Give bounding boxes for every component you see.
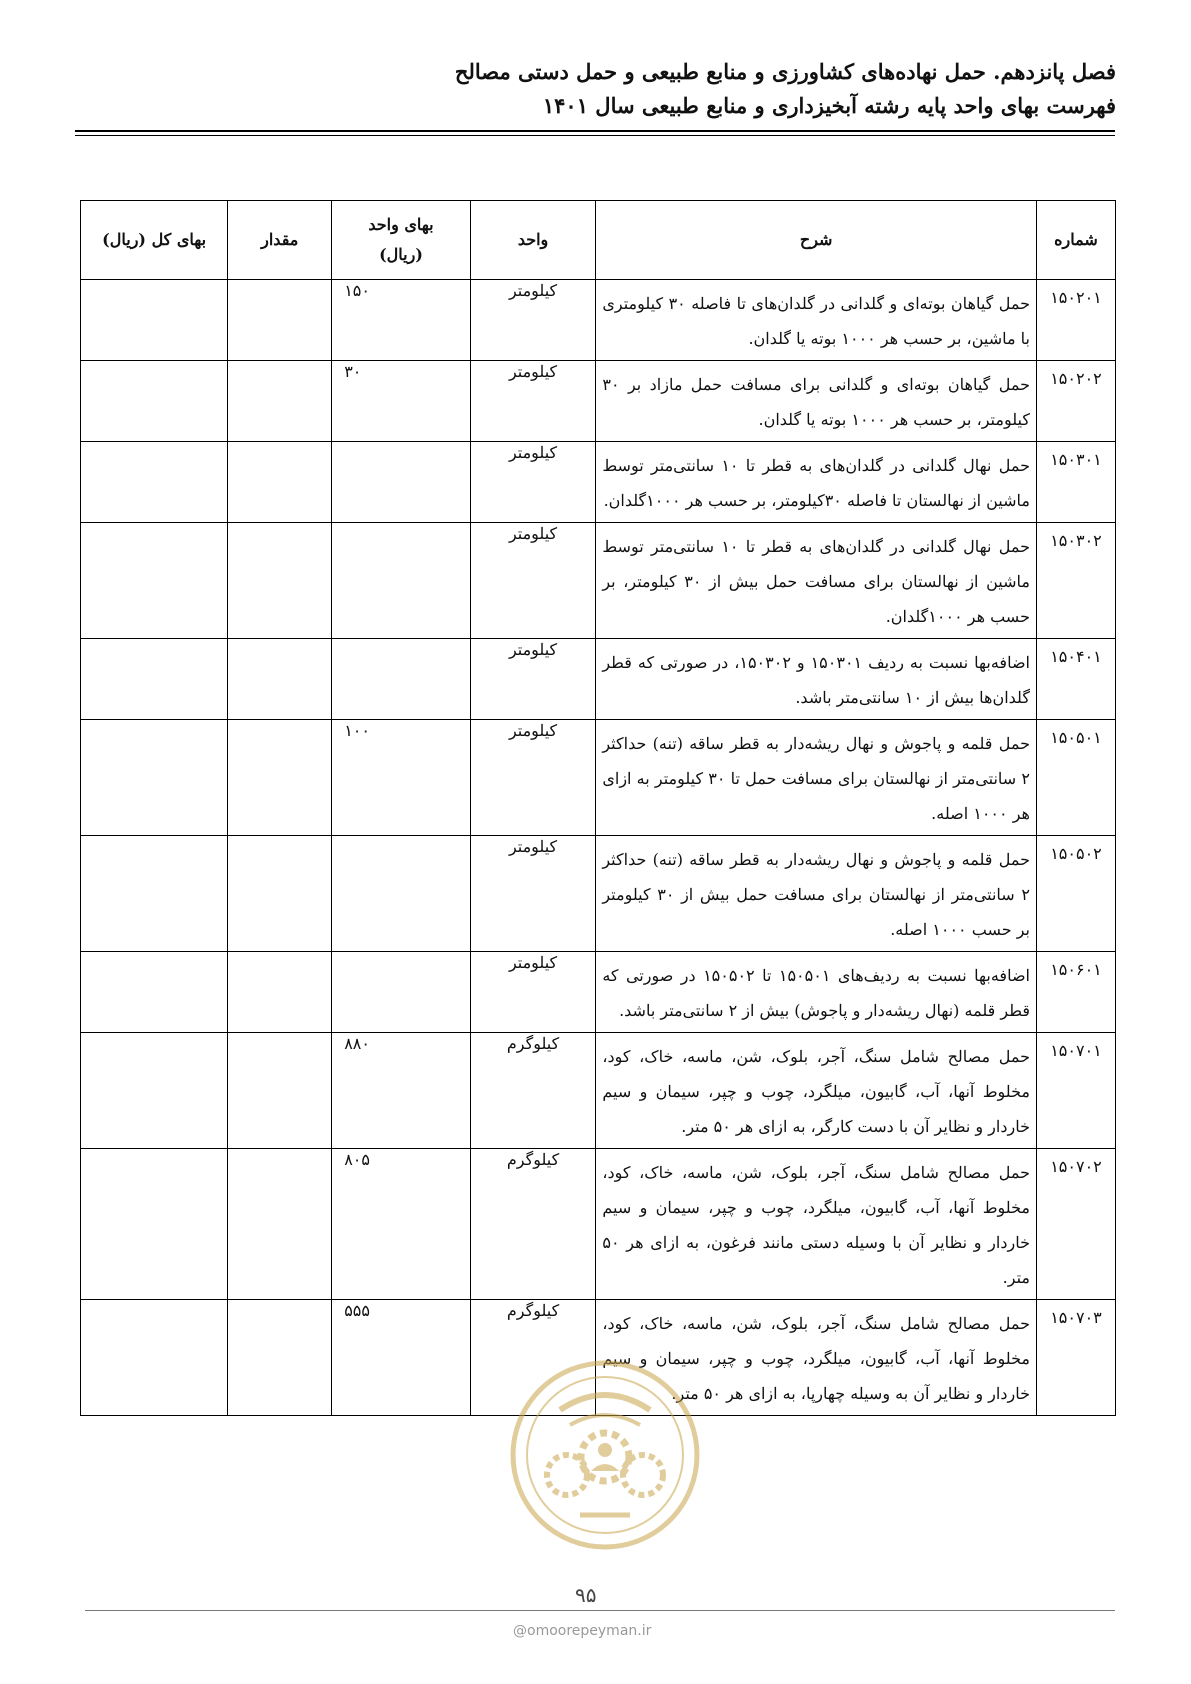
header-rule-thin [75, 135, 1115, 136]
row-quantity [228, 1033, 332, 1149]
row-code: ۱۵۰۲۰۱ [1036, 280, 1115, 361]
row-total-price [81, 720, 228, 836]
row-description: حمل گیاهان بوته‌ای و گلدانی در گلدان‌های تا فاصله ۳۰ کیلومتری با ماشین، بر حسب هر ۱۰۰۰ بوته یا گلدان. [596, 280, 1037, 361]
row-unit: کیلومتر [470, 720, 596, 836]
table-row [81, 836, 1116, 952]
table-row [81, 1149, 1116, 1300]
row-quantity [228, 523, 332, 639]
table-row [81, 639, 1116, 720]
website-watermark: @omoorepeyman.ir [513, 1623, 652, 1639]
row-total-price [81, 523, 228, 639]
table-row [81, 361, 1116, 442]
header-unit: واحد [470, 201, 596, 280]
row-description: حمل نهال گلدانی در گلدان‌های به قطر تا ۱۰ سانتی‌متر توسط ماشین از نهالستان تا فاصله ۳۰کیلومتر، بر حسب هر ۱۰۰۰گلدان. [596, 442, 1037, 523]
row-unit-price [332, 639, 471, 720]
row-description: اضافه‌بها نسبت به ردیف‌های ۱۵۰۵۰۱ تا ۱۵۰۵۰۲ در صورتی که قطر قلمه (نهال ریشه‌دار و پاجوش) بیش از ۲ سانتی‌متر باشد. [596, 952, 1037, 1033]
table-row [81, 952, 1116, 1033]
document-title: فهرست بهای واحد پایه رشته آبخیزداری و منابع طبیعی سال ۱۴۰۱ [542, 93, 1116, 118]
row-description: اضافه‌بها نسبت به ردیف ۱۵۰۳۰۱ و ۱۵۰۳۰۲، در صورتی که قطر گلدان‌ها بیش از ۱۰ سانتی‌متر باشد. [596, 639, 1037, 720]
row-quantity [228, 952, 332, 1033]
page-number: ۹۵ [575, 1583, 597, 1607]
row-total-price [81, 361, 228, 442]
row-code: ۱۵۰۷۰۳ [1036, 1300, 1115, 1416]
row-quantity [228, 280, 332, 361]
header-total-price: بهای کل (ریال) [81, 201, 228, 280]
row-total-price [81, 836, 228, 952]
row-unit: کیلومتر [470, 523, 596, 639]
row-unit: کیلومتر [470, 639, 596, 720]
row-unit-price: ۸۸۰ [332, 1033, 471, 1149]
row-quantity [228, 442, 332, 523]
row-description: حمل مصالح شامل سنگ، آجر، بلوک، شن، ماسه، خاک، کود، مخلوط آنها، آب، گابیون، میلگرد، چوب و چپر، سیمان و سیم خاردار و نظایر آن با وسیله دستی مانند فرغون، به ازای هر ۵۰ متر. [596, 1149, 1037, 1300]
table-row [81, 720, 1116, 836]
row-unit: کیلومتر [470, 836, 596, 952]
row-code: ۱۵۰۳۰۱ [1036, 442, 1115, 523]
header-unit-price-line1: بهای واحد [368, 215, 434, 234]
row-code: ۱۵۰۶۰۱ [1036, 952, 1115, 1033]
row-description: حمل قلمه و پاجوش و نهال ریشه‌دار به قطر ساقه (تنه) حداکثر ۲ سانتی‌متر از نهالستان برای مسافت حمل تا ۳۰ کیلومتر به ازای هر ۱۰۰۰ اصله. [596, 720, 1037, 836]
row-unit: کیلومتر [470, 361, 596, 442]
table-row [81, 280, 1116, 361]
header-unit-price-line2: (ریال) [379, 245, 423, 264]
table-header-row [81, 201, 1116, 280]
row-total-price [81, 1300, 228, 1416]
chapter-title: فصل پانزدهم. حمل نهاده‌های کشاورزی و منابع طبیعی و حمل دستی مصالح [454, 59, 1116, 84]
row-unit: کیلوگرم [470, 1149, 596, 1300]
row-total-price [81, 1149, 228, 1300]
row-unit: کیلومتر [470, 280, 596, 361]
row-total-price [81, 280, 228, 361]
row-code: ۱۵۰۳۰۲ [1036, 523, 1115, 639]
row-description: حمل گیاهان بوته‌ای و گلدانی برای مسافت حمل مازاد بر ۳۰ کیلومتر، بر حسب هر ۱۰۰۰ بوته یا گلدان. [596, 361, 1037, 442]
row-quantity [228, 361, 332, 442]
row-description: حمل قلمه و پاجوش و نهال ریشه‌دار به قطر ساقه (تنه) حداکثر ۲ سانتی‌متر از نهالستان برای مسافت حمل بیش از ۳۰ کیلومتر بر حسب ۱۰۰۰ اصله. [596, 836, 1037, 952]
table-row [81, 1033, 1116, 1149]
row-code: ۱۵۰۷۰۲ [1036, 1149, 1115, 1300]
row-quantity [228, 1300, 332, 1416]
row-total-price [81, 1033, 228, 1149]
header-unit-price [332, 201, 471, 280]
row-quantity [228, 836, 332, 952]
row-unit: کیلومتر [470, 952, 596, 1033]
header-number: شماره [1036, 201, 1115, 280]
row-unit-price [332, 442, 471, 523]
row-code: ۱۵۰۷۰۱ [1036, 1033, 1115, 1149]
row-unit-price: ۱۵۰ [332, 280, 471, 361]
header-quantity: مقدار [228, 201, 332, 280]
row-description: حمل نهال گلدانی در گلدان‌های به قطر تا ۱۰ سانتی‌متر توسط ماشین از نهالستان برای مسافت حمل بیش از ۳۰ کیلومتر، بر حسب هر ۱۰۰۰گلدان. [596, 523, 1037, 639]
footer-rule [85, 1610, 1115, 1611]
row-unit-price: ۵۵۵ [332, 1300, 471, 1416]
row-unit: کیلوگرم [470, 1033, 596, 1149]
row-total-price [81, 442, 228, 523]
row-unit-price [332, 523, 471, 639]
row-description: حمل مصالح شامل سنگ، آجر، بلوک، شن، ماسه، خاک، کود، مخلوط آنها، آب، گابیون، میلگرد، چوب و چپر، سیمان و سیم خاردار و نظایر آن به وسیله چهارپا، به ازای هر ۵۰ متر. [596, 1300, 1037, 1416]
row-quantity [228, 720, 332, 836]
row-unit: کیلوگرم [470, 1300, 596, 1416]
row-code: ۱۵۰۵۰۱ [1036, 720, 1115, 836]
row-unit-price [332, 836, 471, 952]
page-header [75, 55, 1116, 123]
row-code: ۱۵۰۴۰۱ [1036, 639, 1115, 720]
watermark-seal-icon [505, 1355, 705, 1555]
table-row [81, 442, 1116, 523]
row-code: ۱۵۰۲۰۲ [1036, 361, 1115, 442]
row-quantity [228, 1149, 332, 1300]
price-table [80, 200, 1116, 1416]
row-unit-price: ۳۰ [332, 361, 471, 442]
row-unit-price: ۱۰۰ [332, 720, 471, 836]
header-rule-thick [75, 130, 1115, 132]
row-code: ۱۵۰۵۰۲ [1036, 836, 1115, 952]
row-total-price [81, 639, 228, 720]
row-quantity [228, 639, 332, 720]
row-unit-price [332, 952, 471, 1033]
row-description: حمل مصالح شامل سنگ، آجر، بلوک، شن، ماسه، خاک، کود، مخلوط آنها، آب، گابیون، میلگرد، چوب و چپر، سیمان و سیم خاردار و نظایر آن با دست کارگر، به ازای هر ۵۰ متر. [596, 1033, 1037, 1149]
table-row [81, 523, 1116, 639]
header-description: شرح [596, 201, 1037, 280]
row-unit-price: ۸۰۵ [332, 1149, 471, 1300]
row-unit: کیلومتر [470, 442, 596, 523]
row-total-price [81, 952, 228, 1033]
